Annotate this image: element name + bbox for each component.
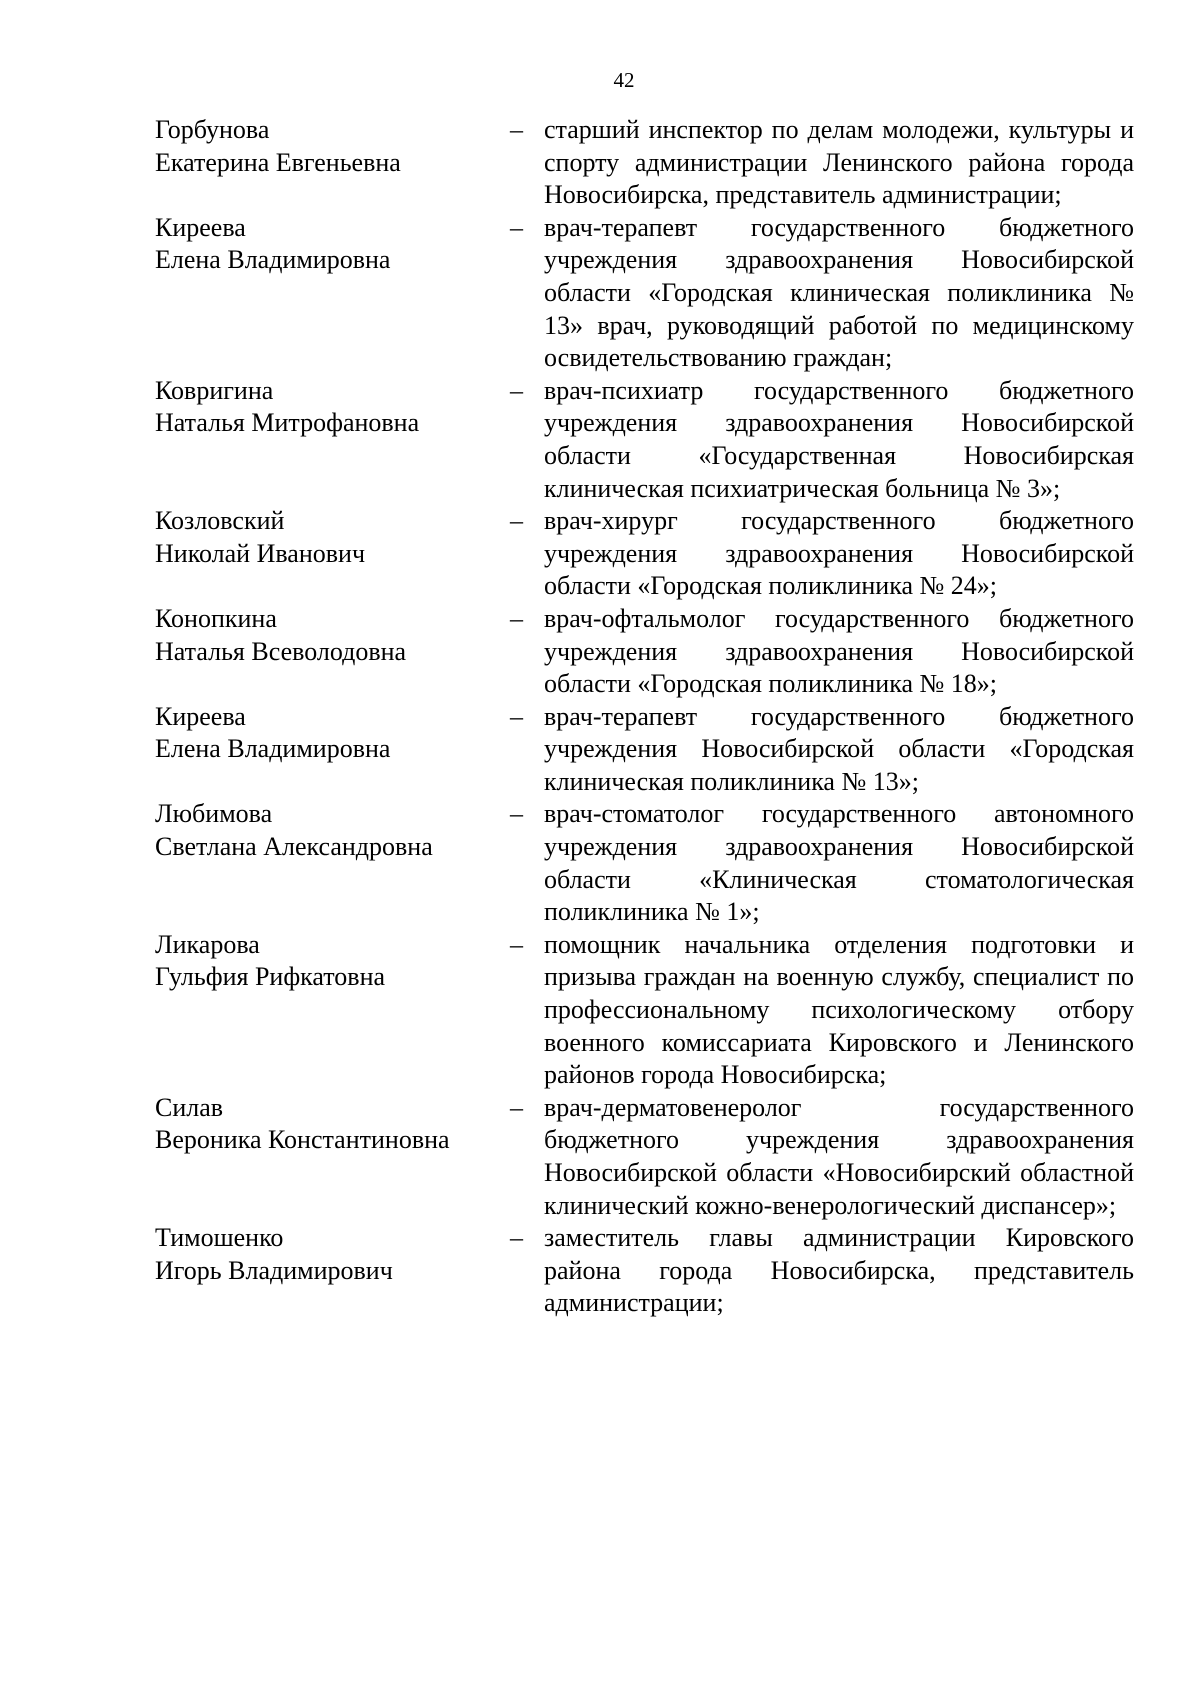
list-item — [155, 603, 1145, 701]
member-name — [155, 1092, 510, 1157]
member-surname: Ковригина — [155, 375, 274, 405]
member-given-names: Гульфия Рифкатовна — [155, 962, 386, 992]
dash-separator: – — [510, 603, 523, 633]
member-surname: Любимова — [155, 799, 273, 829]
member-description: заместитель главы администрации Кировского района города Новосибирска, представитель администрации; — [544, 1223, 1134, 1318]
list-item — [155, 114, 1145, 212]
dash-separator: – — [510, 799, 523, 829]
member-given-names: Елена Владимировна — [155, 245, 391, 275]
member-description: врач-психиатр государственного бюджетного учреждения здравоохранения Новосибирской области «Государственная Новосибирская клиническая психиатрическая больница № 3»; — [544, 375, 1134, 503]
member-surname: Силав — [155, 1092, 224, 1122]
member-given-names: Екатерина Евгеньевна — [155, 147, 401, 177]
member-description: старший инспектор по делам молодежи, культуры и спорту администрации Ленинского района города Новосибирска, представитель администрации; — [544, 115, 1134, 210]
member-surname: Конопкина — [155, 603, 277, 633]
member-description: врач-офтальмолог государственного бюджетного учреждения здравоохранения Новосибирской области «Городская поликлиника № 18»; — [544, 603, 1134, 699]
list-item — [155, 929, 1145, 1092]
member-surname: Козловский — [155, 506, 285, 536]
list-item — [155, 1222, 1145, 1320]
list-item — [155, 701, 1145, 799]
list-item — [155, 505, 1145, 603]
member-name — [155, 603, 510, 668]
member-description: врач-хирург государственного бюджетного учреждения здравоохранения Новосибирской области «Городская поликлиника № 24»; — [544, 506, 1134, 601]
member-description: врач-стоматолог государственного автономного учреждения здравоохранения Новосибирской области «Клиническая стоматологическая поликлиника № 1»; — [544, 799, 1134, 927]
member-name — [155, 114, 510, 179]
member-description: врач-дерматовенеролог государственного бюджетного учреждения здравоохранения Новосибирской области «Новосибирский областной клинический кожно-венерологический диспансер»; — [544, 1092, 1134, 1220]
member-name — [155, 929, 510, 994]
member-description: врач-терапевт государственного бюджетного учреждения Новосибирской области «Городская клиническая поликлиника № 13»; — [544, 701, 1134, 796]
member-surname: Киреева — [155, 701, 246, 731]
dash-separator: – — [510, 506, 523, 536]
member-description: врач-терапевт государственного бюджетного учреждения здравоохранения Новосибирской области «Городская клиническая поликлиника № 13» врач, руководящий работой по медицинскому освидетельствованию граждан; — [544, 212, 1134, 373]
member-name — [155, 701, 510, 766]
dash-separator: – — [510, 212, 523, 242]
member-given-names: Елена Владимировна — [155, 734, 391, 764]
page-number: 42 — [613, 68, 635, 92]
member-name — [155, 1222, 510, 1287]
list-item — [155, 798, 1145, 928]
member-name — [155, 212, 510, 277]
member-given-names: Николай Иванович — [155, 538, 366, 568]
member-given-names: Наталья Митрофановна — [155, 408, 420, 438]
dash-separator: – — [510, 115, 523, 144]
member-given-names: Вероника Константиновна — [155, 1125, 450, 1155]
member-name — [155, 798, 510, 863]
member-description: помощник начальника отделения подготовки и призыва граждан на военную службу, специалист по профессиональному психологическому отбору военного комиссариата Кировского и Ленинского районов города Новосибирска; — [544, 929, 1134, 1090]
member-given-names: Игорь Владимирович — [155, 1255, 393, 1285]
member-list — [155, 114, 1145, 1320]
member-surname: Ликарова — [155, 929, 260, 959]
member-name — [155, 375, 510, 440]
member-surname: Горбунова — [155, 115, 270, 144]
dash-separator: – — [510, 375, 523, 405]
dash-separator: – — [510, 1223, 523, 1253]
list-item — [155, 1092, 1145, 1222]
member-given-names: Светлана Александровна — [155, 832, 433, 862]
dash-separator: – — [510, 701, 523, 731]
member-surname: Тимошенко — [155, 1223, 284, 1253]
dash-separator: – — [510, 1092, 523, 1122]
member-surname: Киреева — [155, 212, 246, 242]
dash-separator: – — [510, 929, 523, 959]
member-given-names: Наталья Всеволодовна — [155, 636, 407, 666]
list-item — [155, 212, 1145, 375]
list-item — [155, 375, 1145, 505]
member-name — [155, 505, 510, 570]
